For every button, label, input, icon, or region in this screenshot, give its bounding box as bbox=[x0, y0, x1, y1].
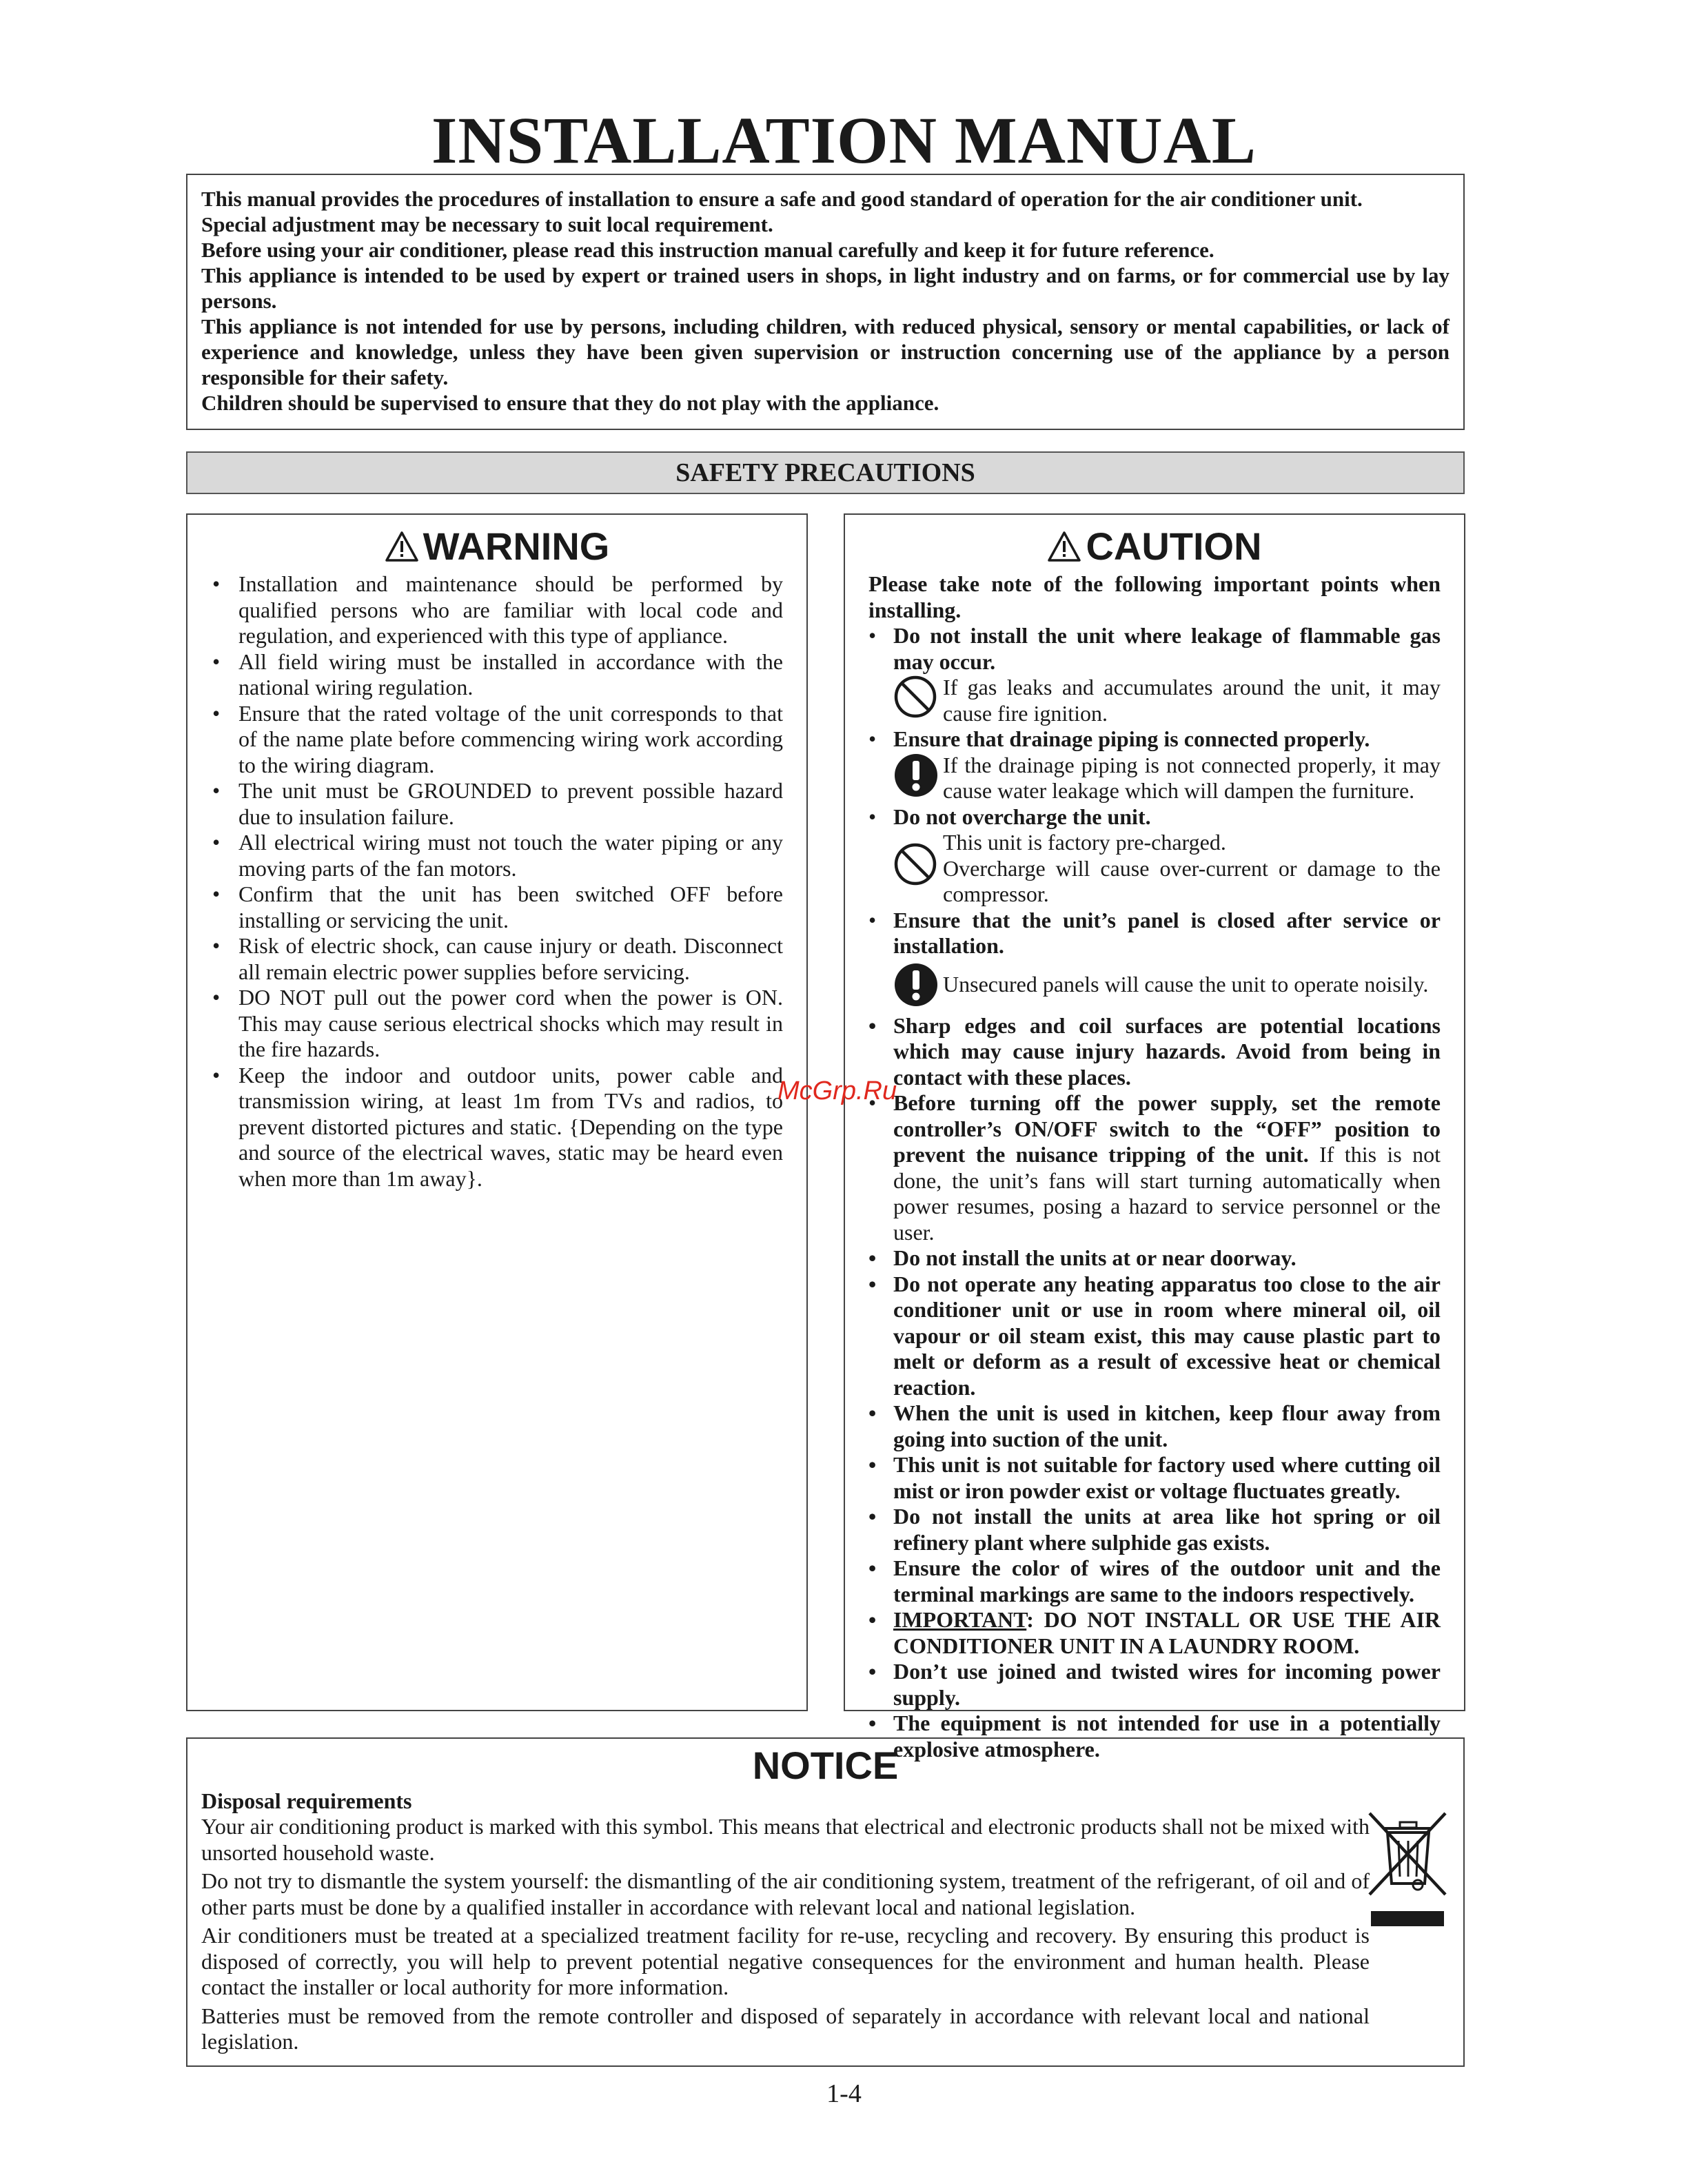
caution-item: • Do not install the units at or near doorway. bbox=[868, 1245, 1441, 1272]
warning-list bbox=[211, 571, 783, 1192]
page-title: INSTALLATION MANUAL bbox=[431, 103, 1257, 177]
caution-lead: Please take note of the following important points when installing. bbox=[868, 571, 1441, 622]
caution-box bbox=[844, 513, 1465, 1762]
intro-paragraph: Before using your air conditioner, please read this instruction manual carefully and keep it for future reference. bbox=[201, 238, 1214, 262]
caution-list bbox=[868, 623, 1441, 1762]
warning-heading bbox=[211, 524, 783, 569]
warning-item: • All electrical wiring must not touch the water piping or any moving parts of the fan motors. bbox=[211, 830, 783, 881]
watermark: McGrp.Ru bbox=[777, 1076, 897, 1105]
caution-item-text: : DO NOT INSTALL OR USE THE AIR CONDITIONER UNIT IN A LAUNDRY ROOM. bbox=[893, 1607, 1441, 1658]
caution-item-note: This unit is factory pre-charged. bbox=[943, 830, 1226, 855]
caution-item: • Sharp edges and coil surfaces are potential locations which may cause injury hazards. Avoid from being in contact with these places. bbox=[868, 1013, 1441, 1091]
caution-item: • When the unit is used in kitchen, keep flour away from going into suction of the unit. bbox=[868, 1400, 1441, 1452]
caution-item-note: If gas leaks and accumulates around the unit, it may cause fire ignition. bbox=[943, 675, 1441, 726]
warning-triangle-icon bbox=[385, 531, 419, 562]
important-label: IMPORTANT bbox=[893, 1607, 1027, 1632]
intro-paragraph: This manual provides the procedures of installation to ensure a safe and good standard of operation for the air conditioner unit. bbox=[201, 187, 1363, 211]
caution-item-title: • Ensure that the unit’s panel is closed after service or installation. bbox=[893, 907, 1441, 958]
safety-precautions-heading: SAFETY PRECAUTIONS bbox=[186, 451, 1465, 494]
intro-paragraph: Special adjustment may be necessary to suit local requirement. bbox=[201, 212, 773, 236]
notice-paragraph: Air conditioners must be treated at a specialized treatment facility for re-use, recycling and recovery. By ensuring this product is disposed of correctly, you will help to prevent potential negative consequences for the environment and human health. Please contact the installer or local authority for more information. bbox=[201, 1923, 1370, 1999]
intro-box bbox=[186, 174, 1465, 430]
warning-box bbox=[186, 513, 808, 1711]
caution-item-title: • Ensure that drainage piping is connected properly. bbox=[893, 726, 1370, 751]
intro-paragraph: This appliance is not intended for use by persons, including children, with reduced physical, sensory or mental capabilities, or lack of experience and knowledge, unless they have been given supervision or instruction concerning use of the appliance by a person responsible for their safety. bbox=[201, 314, 1450, 389]
notice-box bbox=[186, 1737, 1465, 2067]
caution-item: • Do not operate any heating apparatus too close to the air conditioner unit or use in room where mineral oil, oil vapour or oil steam exist, this may cause plastic part to melt or deform as a result of excessive heat or chemical reaction. bbox=[868, 1272, 1441, 1401]
caution-item: • This unit is not suitable for factory used where cutting oil mist or iron powder exist or voltage fluctuates greatly. bbox=[868, 1452, 1441, 1504]
caution-item: • Do not install the units at area like hot spring or oil refinery plant where sulphide gas exists. bbox=[868, 1504, 1441, 1555]
warning-item: • Risk of electric shock, can cause injury or death. Disconnect all remain electric power supplies before servicing. bbox=[211, 933, 783, 985]
intro-paragraph: This appliance is intended to be used by expert or trained users in shops, in light industry and on farms, or for commercial use by lay persons. bbox=[201, 263, 1450, 313]
notice-body bbox=[201, 1788, 1370, 2055]
caution-item: • Don’t use joined and twisted wires for incoming power supply. bbox=[868, 1659, 1441, 1711]
warning-item: • The unit must be GROUNDED to prevent possible hazard due to insulation failure. bbox=[211, 778, 783, 830]
warning-item: • Ensure that the rated voltage of the unit corresponds to that of the name plate before commencing wiring work according to the wiring diagram. bbox=[211, 701, 783, 779]
caution-item-note: Overcharge will cause over-current or damage to the compressor. bbox=[943, 855, 1441, 906]
caution-item-title: • Do not install the unit where leakage of flammable gas may occur. bbox=[893, 623, 1441, 674]
caution-item bbox=[868, 726, 1441, 804]
caution-heading bbox=[868, 524, 1441, 569]
exclamation-icon bbox=[893, 753, 939, 798]
caution-item bbox=[868, 908, 1441, 1008]
caution-item-title: • Do not overcharge the unit. bbox=[893, 804, 1151, 829]
prohibition-icon bbox=[893, 842, 937, 886]
intro-paragraph: Children should be supervised to ensure that they do not play with the appliance. bbox=[201, 391, 939, 415]
caution-item-note: If this is not done, the unit’s fans will start turning automatically when power resumes, posing a hazard to service personnel or the user. bbox=[893, 1142, 1441, 1245]
notice-paragraph: Batteries must be removed from the remote controller and disposed of separately in accordance with relevant local and national legislation. bbox=[201, 2003, 1370, 2054]
notice-paragraph: Your air conditioning product is marked with this symbol. This means that electrical and electronic products shall not be mixed with unsorted household waste. bbox=[201, 1814, 1370, 1865]
caution-heading-text: CAUTION bbox=[1086, 524, 1262, 568]
caution-item bbox=[868, 623, 1441, 726]
exclamation-icon bbox=[893, 962, 939, 1008]
prohibition-icon bbox=[893, 675, 937, 719]
notice-subheading: Disposal requirements bbox=[201, 1788, 412, 1813]
warning-heading-text: WARNING bbox=[423, 524, 610, 568]
caution-item-title: Before turning off the power supply, set the remote controller’s ON/OFF switch to the “OFF” position to prevent the nuisance tripping of the unit. bbox=[893, 1090, 1441, 1167]
caution-item-note: Unsecured panels will cause the unit to operate noisily. bbox=[943, 971, 1429, 997]
caution-item bbox=[868, 1090, 1441, 1245]
warning-item: • Confirm that the unit has been switched OFF before installing or servicing the unit. bbox=[211, 881, 783, 933]
notice-paragraph: Do not try to dismantle the system yourself: the dismantling of the air conditioning system, treatment of the refrigerant, of oil and of other parts must be done by a qualified installer in accordance with relevant local and national legislation. bbox=[201, 1868, 1370, 1919]
warning-item: • DO NOT pull out the power cord when the power is ON. This may cause serious electrical shocks which may result in the fire hazards. bbox=[211, 985, 783, 1063]
caution-item: • The equipment is not intended for use in a potentially explosive atmosphere. bbox=[868, 1711, 1441, 1762]
warning-item: • Installation and maintenance should be performed by qualified persons who are familiar with local code and regulation, and experienced with this type of appliance. bbox=[211, 571, 783, 649]
notice-heading: NOTICE bbox=[752, 1744, 899, 1787]
crossed-out-bin-icon bbox=[1365, 1810, 1450, 1928]
caution-item-note: If the drainage piping is not connected properly, it may cause water leakage which will dampen the furniture. bbox=[943, 752, 1441, 803]
warning-item: • Keep the indoor and outdoor units, power cable and transmission wiring, at least 1m from TVs and radios, to prevent distorted pictures and static. {Depending on the type and source of the electrical waves, static may be heard even when more than 1m away}. bbox=[211, 1063, 783, 1192]
caution-item bbox=[868, 804, 1441, 908]
caution-item bbox=[868, 1607, 1441, 1659]
page-number: 1-4 bbox=[826, 2079, 862, 2108]
warning-triangle-icon bbox=[1047, 531, 1081, 562]
warning-item: • All field wiring must be installed in accordance with the national wiring regulation. bbox=[211, 649, 783, 701]
caution-item: • Ensure the color of wires of the outdoor unit and the terminal markings are same to the indoors respectively. bbox=[868, 1555, 1441, 1607]
